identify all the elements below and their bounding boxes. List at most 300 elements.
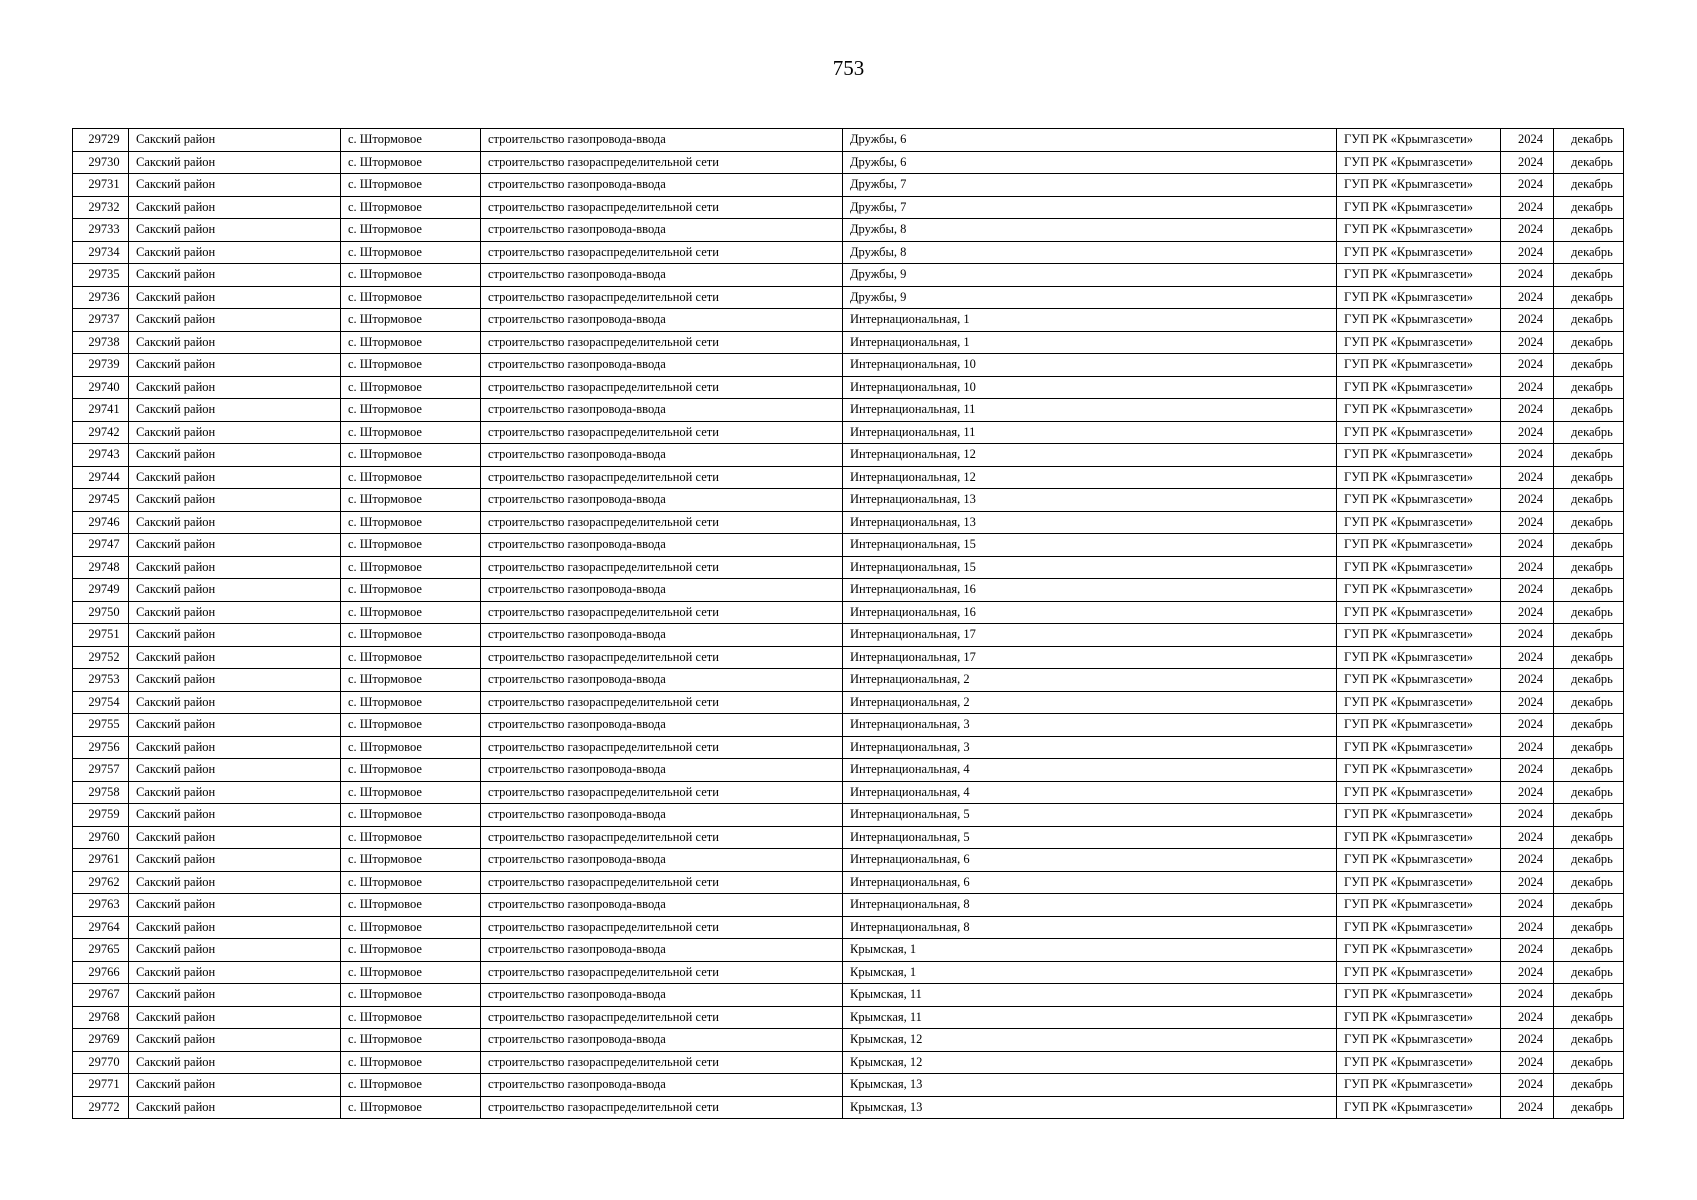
district-cell: Сакский район bbox=[129, 376, 341, 399]
work-type-cell: строительство газораспределительной сети bbox=[481, 691, 843, 714]
month-cell: декабрь bbox=[1554, 826, 1624, 849]
month-cell: декабрь bbox=[1554, 1051, 1624, 1074]
district-cell: Сакский район bbox=[129, 916, 341, 939]
organization-cell: ГУП РК «Крымгазсети» bbox=[1337, 556, 1501, 579]
settlement-cell: с. Штормовое bbox=[341, 984, 481, 1007]
district-cell: Сакский район bbox=[129, 624, 341, 647]
organization-cell: ГУП РК «Крымгазсети» bbox=[1337, 826, 1501, 849]
row-number-cell: 29756 bbox=[73, 736, 129, 759]
work-type-cell: строительство газораспределительной сети bbox=[481, 466, 843, 489]
district-cell: Сакский район bbox=[129, 826, 341, 849]
year-cell: 2024 bbox=[1501, 759, 1554, 782]
work-type-cell: строительство газопровода-ввода bbox=[481, 714, 843, 737]
table-row bbox=[73, 624, 1624, 647]
work-type-cell: строительство газопровода-ввода bbox=[481, 309, 843, 332]
settlement-cell: с. Штормовое bbox=[341, 466, 481, 489]
row-number-cell: 29737 bbox=[73, 309, 129, 332]
district-cell: Сакский район bbox=[129, 444, 341, 467]
district-cell: Сакский район bbox=[129, 759, 341, 782]
work-type-cell: строительство газораспределительной сети bbox=[481, 151, 843, 174]
year-cell: 2024 bbox=[1501, 444, 1554, 467]
address-cell: Интернациональная, 1 bbox=[843, 331, 1337, 354]
row-number-cell: 29746 bbox=[73, 511, 129, 534]
month-cell: декабрь bbox=[1554, 781, 1624, 804]
address-cell: Интернациональная, 15 bbox=[843, 556, 1337, 579]
month-cell: декабрь bbox=[1554, 624, 1624, 647]
district-cell: Сакский район bbox=[129, 579, 341, 602]
district-cell: Сакский район bbox=[129, 646, 341, 669]
work-type-cell: строительство газораспределительной сети bbox=[481, 421, 843, 444]
work-type-cell: строительство газопровода-ввода bbox=[481, 984, 843, 1007]
row-number-cell: 29771 bbox=[73, 1074, 129, 1097]
district-cell: Сакский район bbox=[129, 354, 341, 377]
organization-cell: ГУП РК «Крымгазсети» bbox=[1337, 219, 1501, 242]
table-row bbox=[73, 849, 1624, 872]
table-row bbox=[73, 444, 1624, 467]
year-cell: 2024 bbox=[1501, 129, 1554, 152]
address-cell: Интернациональная, 16 bbox=[843, 579, 1337, 602]
table-row bbox=[73, 354, 1624, 377]
year-cell: 2024 bbox=[1501, 849, 1554, 872]
settlement-cell: с. Штормовое bbox=[341, 894, 481, 917]
row-number-cell: 29755 bbox=[73, 714, 129, 737]
month-cell: декабрь bbox=[1554, 579, 1624, 602]
address-cell: Дружбы, 7 bbox=[843, 174, 1337, 197]
year-cell: 2024 bbox=[1501, 376, 1554, 399]
row-number-cell: 29758 bbox=[73, 781, 129, 804]
year-cell: 2024 bbox=[1501, 1051, 1554, 1074]
settlement-cell: с. Штормовое bbox=[341, 804, 481, 827]
district-cell: Сакский район bbox=[129, 1029, 341, 1052]
row-number-cell: 29762 bbox=[73, 871, 129, 894]
address-cell: Интернациональная, 4 bbox=[843, 781, 1337, 804]
district-cell: Сакский район bbox=[129, 1006, 341, 1029]
month-cell: декабрь bbox=[1554, 151, 1624, 174]
table-row bbox=[73, 1051, 1624, 1074]
address-cell: Крымская, 11 bbox=[843, 984, 1337, 1007]
settlement-cell: с. Штормовое bbox=[341, 376, 481, 399]
table-row bbox=[73, 804, 1624, 827]
work-type-cell: строительство газопровода-ввода bbox=[481, 579, 843, 602]
year-cell: 2024 bbox=[1501, 466, 1554, 489]
year-cell: 2024 bbox=[1501, 399, 1554, 422]
address-cell: Крымская, 13 bbox=[843, 1096, 1337, 1119]
district-cell: Сакский район bbox=[129, 1074, 341, 1097]
work-type-cell: строительство газораспределительной сети bbox=[481, 826, 843, 849]
month-cell: декабрь bbox=[1554, 129, 1624, 152]
address-cell: Дружбы, 9 bbox=[843, 286, 1337, 309]
settlement-cell: с. Штормовое bbox=[341, 961, 481, 984]
organization-cell: ГУП РК «Крымгазсети» bbox=[1337, 1096, 1501, 1119]
month-cell: декабрь bbox=[1554, 309, 1624, 332]
year-cell: 2024 bbox=[1501, 984, 1554, 1007]
year-cell: 2024 bbox=[1501, 939, 1554, 962]
row-number-cell: 29760 bbox=[73, 826, 129, 849]
work-type-cell: строительство газораспределительной сети bbox=[481, 556, 843, 579]
address-cell: Крымская, 1 bbox=[843, 961, 1337, 984]
table-row bbox=[73, 669, 1624, 692]
row-number-cell: 29748 bbox=[73, 556, 129, 579]
settlement-cell: с. Штормовое bbox=[341, 399, 481, 422]
district-cell: Сакский район bbox=[129, 1096, 341, 1119]
month-cell: декабрь bbox=[1554, 916, 1624, 939]
settlement-cell: с. Штормовое bbox=[341, 1074, 481, 1097]
district-cell: Сакский район bbox=[129, 601, 341, 624]
row-number-cell: 29738 bbox=[73, 331, 129, 354]
settlement-cell: с. Штормовое bbox=[341, 556, 481, 579]
district-cell: Сакский район bbox=[129, 894, 341, 917]
organization-cell: ГУП РК «Крымгазсети» bbox=[1337, 1006, 1501, 1029]
address-cell: Крымская, 11 bbox=[843, 1006, 1337, 1029]
district-cell: Сакский район bbox=[129, 286, 341, 309]
address-cell: Дружбы, 9 bbox=[843, 264, 1337, 287]
organization-cell: ГУП РК «Крымгазсети» bbox=[1337, 601, 1501, 624]
year-cell: 2024 bbox=[1501, 961, 1554, 984]
district-cell: Сакский район bbox=[129, 1051, 341, 1074]
table-row bbox=[73, 1029, 1624, 1052]
year-cell: 2024 bbox=[1501, 264, 1554, 287]
month-cell: декабрь bbox=[1554, 376, 1624, 399]
organization-cell: ГУП РК «Крымгазсети» bbox=[1337, 1074, 1501, 1097]
month-cell: декабрь bbox=[1554, 646, 1624, 669]
year-cell: 2024 bbox=[1501, 556, 1554, 579]
address-cell: Крымская, 12 bbox=[843, 1051, 1337, 1074]
year-cell: 2024 bbox=[1501, 669, 1554, 692]
year-cell: 2024 bbox=[1501, 1096, 1554, 1119]
organization-cell: ГУП РК «Крымгазсети» bbox=[1337, 984, 1501, 1007]
district-cell: Сакский район bbox=[129, 129, 341, 152]
organization-cell: ГУП РК «Крымгазсети» bbox=[1337, 264, 1501, 287]
address-cell: Интернациональная, 4 bbox=[843, 759, 1337, 782]
row-number-cell: 29768 bbox=[73, 1006, 129, 1029]
month-cell: декабрь bbox=[1554, 286, 1624, 309]
work-type-cell: строительство газопровода-ввода bbox=[481, 174, 843, 197]
table-row bbox=[73, 984, 1624, 1007]
row-number-cell: 29739 bbox=[73, 354, 129, 377]
work-type-cell: строительство газопровода-ввода bbox=[481, 939, 843, 962]
organization-cell: ГУП РК «Крымгазсети» bbox=[1337, 759, 1501, 782]
district-cell: Сакский район bbox=[129, 264, 341, 287]
year-cell: 2024 bbox=[1501, 624, 1554, 647]
row-number-cell: 29769 bbox=[73, 1029, 129, 1052]
month-cell: декабрь bbox=[1554, 534, 1624, 557]
organization-cell: ГУП РК «Крымгазсети» bbox=[1337, 669, 1501, 692]
organization-cell: ГУП РК «Крымгазсети» bbox=[1337, 196, 1501, 219]
work-type-cell: строительство газораспределительной сети bbox=[481, 196, 843, 219]
month-cell: декабрь bbox=[1554, 804, 1624, 827]
month-cell: декабрь bbox=[1554, 421, 1624, 444]
work-type-cell: строительство газопровода-ввода bbox=[481, 489, 843, 512]
work-type-cell: строительство газораспределительной сети bbox=[481, 331, 843, 354]
table-row bbox=[73, 421, 1624, 444]
month-cell: декабрь bbox=[1554, 174, 1624, 197]
table-row bbox=[73, 466, 1624, 489]
work-type-cell: строительство газораспределительной сети bbox=[481, 1096, 843, 1119]
work-type-cell: строительство газопровода-ввода bbox=[481, 534, 843, 557]
organization-cell: ГУП РК «Крымгазсети» bbox=[1337, 624, 1501, 647]
table-row bbox=[73, 196, 1624, 219]
address-cell: Дружбы, 6 bbox=[843, 151, 1337, 174]
settlement-cell: с. Штормовое bbox=[341, 939, 481, 962]
month-cell: декабрь bbox=[1554, 511, 1624, 534]
year-cell: 2024 bbox=[1501, 894, 1554, 917]
table-row bbox=[73, 556, 1624, 579]
district-cell: Сакский район bbox=[129, 534, 341, 557]
year-cell: 2024 bbox=[1501, 781, 1554, 804]
work-type-cell: строительство газопровода-ввода bbox=[481, 804, 843, 827]
district-cell: Сакский район bbox=[129, 781, 341, 804]
district-cell: Сакский район bbox=[129, 309, 341, 332]
table-row bbox=[73, 826, 1624, 849]
year-cell: 2024 bbox=[1501, 219, 1554, 242]
organization-cell: ГУП РК «Крымгазсети» bbox=[1337, 354, 1501, 377]
work-type-cell: строительство газопровода-ввода bbox=[481, 129, 843, 152]
organization-cell: ГУП РК «Крымгазсети» bbox=[1337, 511, 1501, 534]
organization-cell: ГУП РК «Крымгазсети» bbox=[1337, 849, 1501, 872]
address-cell: Интернациональная, 11 bbox=[843, 399, 1337, 422]
organization-cell: ГУП РК «Крымгазсети» bbox=[1337, 331, 1501, 354]
year-cell: 2024 bbox=[1501, 601, 1554, 624]
district-cell: Сакский район bbox=[129, 984, 341, 1007]
work-type-cell: строительство газораспределительной сети bbox=[481, 601, 843, 624]
work-type-cell: строительство газопровода-ввода bbox=[481, 759, 843, 782]
month-cell: декабрь bbox=[1554, 489, 1624, 512]
row-number-cell: 29741 bbox=[73, 399, 129, 422]
row-number-cell: 29734 bbox=[73, 241, 129, 264]
work-type-cell: строительство газопровода-ввода bbox=[481, 444, 843, 467]
year-cell: 2024 bbox=[1501, 736, 1554, 759]
organization-cell: ГУП РК «Крымгазсети» bbox=[1337, 489, 1501, 512]
organization-cell: ГУП РК «Крымгазсети» bbox=[1337, 894, 1501, 917]
year-cell: 2024 bbox=[1501, 646, 1554, 669]
organization-cell: ГУП РК «Крымгазсети» bbox=[1337, 241, 1501, 264]
settlement-cell: с. Штормовое bbox=[341, 1029, 481, 1052]
district-cell: Сакский район bbox=[129, 466, 341, 489]
month-cell: декабрь bbox=[1554, 736, 1624, 759]
organization-cell: ГУП РК «Крымгазсети» bbox=[1337, 714, 1501, 737]
table-row bbox=[73, 1074, 1624, 1097]
district-cell: Сакский район bbox=[129, 691, 341, 714]
settlement-cell: с. Штормовое bbox=[341, 691, 481, 714]
district-cell: Сакский район bbox=[129, 196, 341, 219]
table-row bbox=[73, 939, 1624, 962]
year-cell: 2024 bbox=[1501, 1006, 1554, 1029]
settlement-cell: с. Штормовое bbox=[341, 196, 481, 219]
month-cell: декабрь bbox=[1554, 984, 1624, 1007]
settlement-cell: с. Штормовое bbox=[341, 129, 481, 152]
work-type-cell: строительство газопровода-ввода bbox=[481, 1029, 843, 1052]
work-type-cell: строительство газораспределительной сети bbox=[481, 781, 843, 804]
row-number-cell: 29761 bbox=[73, 849, 129, 872]
row-number-cell: 29735 bbox=[73, 264, 129, 287]
address-cell: Интернациональная, 5 bbox=[843, 826, 1337, 849]
work-type-cell: строительство газораспределительной сети bbox=[481, 736, 843, 759]
table-row bbox=[73, 511, 1624, 534]
month-cell: декабрь bbox=[1554, 196, 1624, 219]
table-row bbox=[73, 489, 1624, 512]
district-cell: Сакский район bbox=[129, 714, 341, 737]
year-cell: 2024 bbox=[1501, 691, 1554, 714]
settlement-cell: с. Штормовое bbox=[341, 264, 481, 287]
organization-cell: ГУП РК «Крымгазсети» bbox=[1337, 399, 1501, 422]
table-row bbox=[73, 1006, 1624, 1029]
table-row bbox=[73, 759, 1624, 782]
settlement-cell: с. Штормовое bbox=[341, 871, 481, 894]
year-cell: 2024 bbox=[1501, 534, 1554, 557]
table-row bbox=[73, 241, 1624, 264]
year-cell: 2024 bbox=[1501, 804, 1554, 827]
district-cell: Сакский район bbox=[129, 331, 341, 354]
table-row bbox=[73, 151, 1624, 174]
organization-cell: ГУП РК «Крымгазсети» bbox=[1337, 444, 1501, 467]
settlement-cell: с. Штормовое bbox=[341, 759, 481, 782]
row-number-cell: 29744 bbox=[73, 466, 129, 489]
organization-cell: ГУП РК «Крымгазсети» bbox=[1337, 466, 1501, 489]
address-cell: Дружбы, 8 bbox=[843, 241, 1337, 264]
table-row bbox=[73, 916, 1624, 939]
address-cell: Интернациональная, 17 bbox=[843, 624, 1337, 647]
district-cell: Сакский район bbox=[129, 219, 341, 242]
settlement-cell: с. Штормовое bbox=[341, 826, 481, 849]
row-number-cell: 29731 bbox=[73, 174, 129, 197]
year-cell: 2024 bbox=[1501, 331, 1554, 354]
row-number-cell: 29772 bbox=[73, 1096, 129, 1119]
address-cell: Интернациональная, 13 bbox=[843, 511, 1337, 534]
year-cell: 2024 bbox=[1501, 421, 1554, 444]
work-type-cell: строительство газопровода-ввода bbox=[481, 849, 843, 872]
table-row bbox=[73, 129, 1624, 152]
month-cell: декабрь bbox=[1554, 331, 1624, 354]
gasification-table bbox=[72, 128, 1624, 1119]
address-cell: Интернациональная, 11 bbox=[843, 421, 1337, 444]
year-cell: 2024 bbox=[1501, 241, 1554, 264]
organization-cell: ГУП РК «Крымгазсети» bbox=[1337, 309, 1501, 332]
row-number-cell: 29729 bbox=[73, 129, 129, 152]
address-cell: Интернациональная, 8 bbox=[843, 894, 1337, 917]
organization-cell: ГУП РК «Крымгазсети» bbox=[1337, 376, 1501, 399]
row-number-cell: 29765 bbox=[73, 939, 129, 962]
settlement-cell: с. Штормовое bbox=[341, 624, 481, 647]
row-number-cell: 29754 bbox=[73, 691, 129, 714]
table-row bbox=[73, 579, 1624, 602]
row-number-cell: 29733 bbox=[73, 219, 129, 242]
year-cell: 2024 bbox=[1501, 1029, 1554, 1052]
table-row bbox=[73, 646, 1624, 669]
year-cell: 2024 bbox=[1501, 714, 1554, 737]
address-cell: Интернациональная, 6 bbox=[843, 871, 1337, 894]
work-type-cell: строительство газораспределительной сети bbox=[481, 286, 843, 309]
table-row bbox=[73, 309, 1624, 332]
table-row bbox=[73, 781, 1624, 804]
address-cell: Интернациональная, 3 bbox=[843, 736, 1337, 759]
organization-cell: ГУП РК «Крымгазсети» bbox=[1337, 804, 1501, 827]
settlement-cell: с. Штормовое bbox=[341, 241, 481, 264]
address-cell: Интернациональная, 15 bbox=[843, 534, 1337, 557]
row-number-cell: 29747 bbox=[73, 534, 129, 557]
settlement-cell: с. Штормовое bbox=[341, 646, 481, 669]
row-number-cell: 29736 bbox=[73, 286, 129, 309]
table-row bbox=[73, 871, 1624, 894]
table-row bbox=[73, 714, 1624, 737]
row-number-cell: 29763 bbox=[73, 894, 129, 917]
row-number-cell: 29753 bbox=[73, 669, 129, 692]
address-cell: Крымская, 1 bbox=[843, 939, 1337, 962]
organization-cell: ГУП РК «Крымгазсети» bbox=[1337, 421, 1501, 444]
work-type-cell: строительство газопровода-ввода bbox=[481, 624, 843, 647]
work-type-cell: строительство газопровода-ввода bbox=[481, 894, 843, 917]
organization-cell: ГУП РК «Крымгазсети» bbox=[1337, 174, 1501, 197]
month-cell: декабрь bbox=[1554, 219, 1624, 242]
row-number-cell: 29759 bbox=[73, 804, 129, 827]
district-cell: Сакский район bbox=[129, 421, 341, 444]
district-cell: Сакский район bbox=[129, 849, 341, 872]
district-cell: Сакский район bbox=[129, 399, 341, 422]
address-cell: Интернациональная, 12 bbox=[843, 466, 1337, 489]
organization-cell: ГУП РК «Крымгазсети» bbox=[1337, 129, 1501, 152]
address-cell: Интернациональная, 3 bbox=[843, 714, 1337, 737]
settlement-cell: с. Штормовое bbox=[341, 579, 481, 602]
organization-cell: ГУП РК «Крымгазсети» bbox=[1337, 736, 1501, 759]
address-cell: Интернациональная, 6 bbox=[843, 849, 1337, 872]
settlement-cell: с. Штормовое bbox=[341, 174, 481, 197]
work-type-cell: строительство газораспределительной сети bbox=[481, 871, 843, 894]
work-type-cell: строительство газопровода-ввода bbox=[481, 219, 843, 242]
settlement-cell: с. Штормовое bbox=[341, 849, 481, 872]
month-cell: декабрь bbox=[1554, 1074, 1624, 1097]
month-cell: декабрь bbox=[1554, 399, 1624, 422]
settlement-cell: с. Штормовое bbox=[341, 219, 481, 242]
organization-cell: ГУП РК «Крымгазсети» bbox=[1337, 646, 1501, 669]
settlement-cell: с. Штормовое bbox=[341, 916, 481, 939]
year-cell: 2024 bbox=[1501, 1074, 1554, 1097]
address-cell: Интернациональная, 16 bbox=[843, 601, 1337, 624]
address-cell: Интернациональная, 12 bbox=[843, 444, 1337, 467]
organization-cell: ГУП РК «Крымгазсети» bbox=[1337, 691, 1501, 714]
address-cell: Интернациональная, 2 bbox=[843, 669, 1337, 692]
month-cell: декабрь bbox=[1554, 759, 1624, 782]
address-cell: Дружбы, 8 bbox=[843, 219, 1337, 242]
district-cell: Сакский район bbox=[129, 489, 341, 512]
organization-cell: ГУП РК «Крымгазсети» bbox=[1337, 961, 1501, 984]
month-cell: декабрь bbox=[1554, 871, 1624, 894]
row-number-cell: 29740 bbox=[73, 376, 129, 399]
work-type-cell: строительство газопровода-ввода bbox=[481, 264, 843, 287]
settlement-cell: с. Штормовое bbox=[341, 714, 481, 737]
row-number-cell: 29732 bbox=[73, 196, 129, 219]
table-row bbox=[73, 961, 1624, 984]
district-cell: Сакский район bbox=[129, 736, 341, 759]
address-cell: Интернациональная, 10 bbox=[843, 376, 1337, 399]
table-row bbox=[73, 174, 1624, 197]
settlement-cell: с. Штормовое bbox=[341, 309, 481, 332]
settlement-cell: с. Штормовое bbox=[341, 1006, 481, 1029]
row-number-cell: 29764 bbox=[73, 916, 129, 939]
address-cell: Интернациональная, 2 bbox=[843, 691, 1337, 714]
work-type-cell: строительство газораспределительной сети bbox=[481, 646, 843, 669]
district-cell: Сакский район bbox=[129, 241, 341, 264]
year-cell: 2024 bbox=[1501, 489, 1554, 512]
month-cell: декабрь bbox=[1554, 1006, 1624, 1029]
month-cell: декабрь bbox=[1554, 466, 1624, 489]
month-cell: декабрь bbox=[1554, 669, 1624, 692]
row-number-cell: 29767 bbox=[73, 984, 129, 1007]
organization-cell: ГУП РК «Крымгазсети» bbox=[1337, 151, 1501, 174]
settlement-cell: с. Штормовое bbox=[341, 601, 481, 624]
organization-cell: ГУП РК «Крымгазсети» bbox=[1337, 1029, 1501, 1052]
month-cell: декабрь bbox=[1554, 961, 1624, 984]
address-cell: Дружбы, 6 bbox=[843, 129, 1337, 152]
organization-cell: ГУП РК «Крымгазсети» bbox=[1337, 1051, 1501, 1074]
